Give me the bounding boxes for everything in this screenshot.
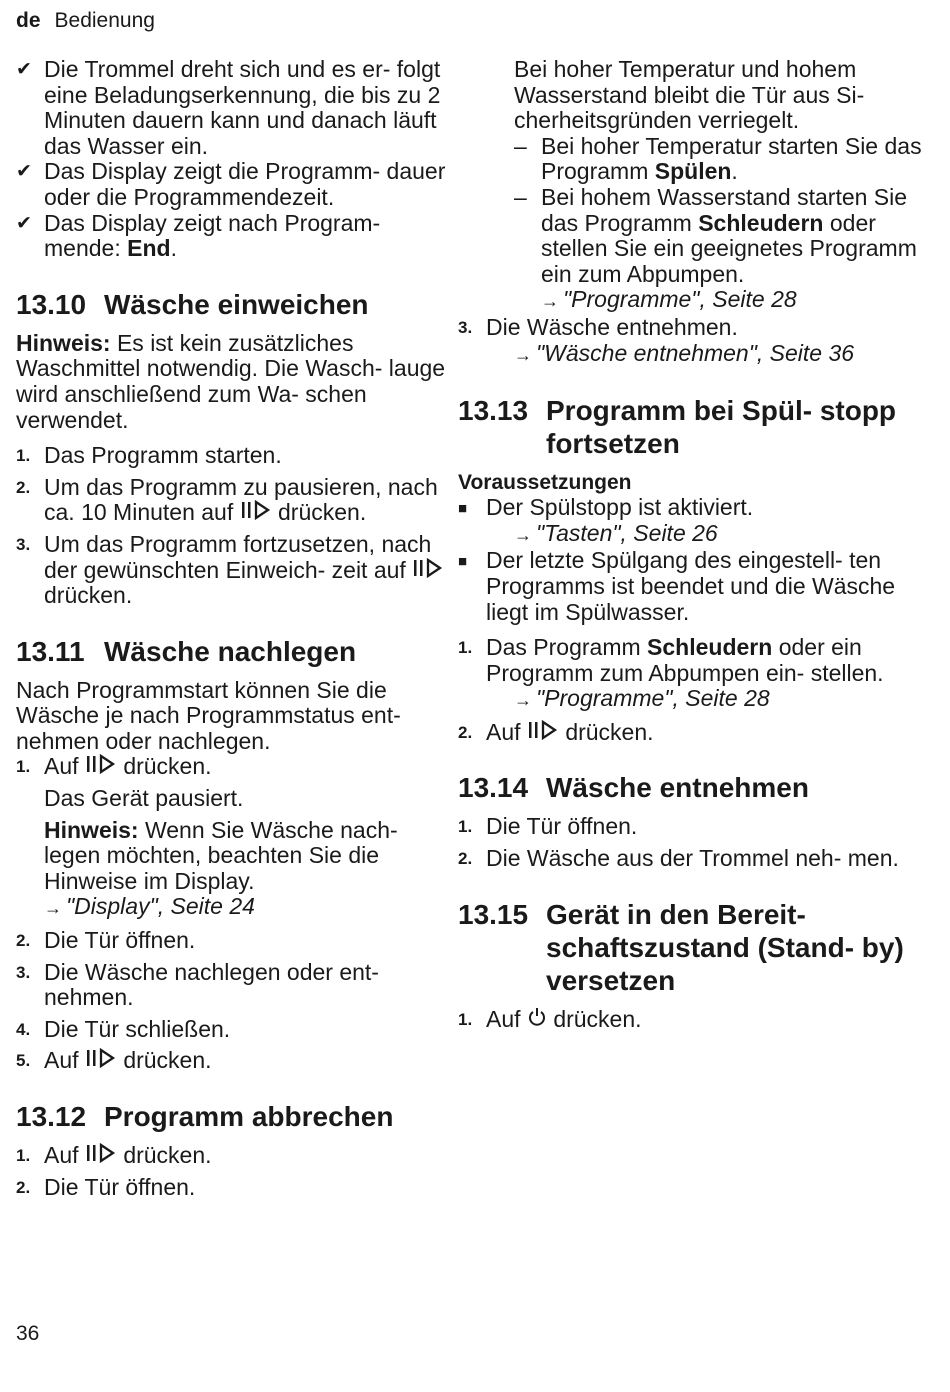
bullet-item: ■ Der Spülstopp ist aktiviert. bbox=[458, 494, 754, 521]
end-label: End bbox=[127, 235, 171, 262]
arrow-right-icon: → bbox=[514, 344, 532, 365]
step-item: 1. Auf drücken. bbox=[458, 1005, 642, 1032]
bullet-item: ■ Der letzte Spülgang des eingestell- ten Programms ist beendet und die Wäsche liegt im Spülwasser. bbox=[458, 547, 896, 625]
cross-reference: → "Programme", Seite 28 bbox=[541, 286, 797, 313]
check-icon: ✔ bbox=[16, 212, 32, 234]
paragraph: Nach Programmstart können Sie die Wäsche je nach Programmstatus ent- nehmen oder nachlegen. bbox=[16, 676, 401, 754]
step-item: 3. Die Wäsche entnehmen. bbox=[458, 313, 738, 340]
step-item: 1. Auf drücken. bbox=[16, 1142, 212, 1168]
section-title: 13.14 Wäsche entnehmen bbox=[458, 772, 809, 804]
step-item: 2. Auf drücken. bbox=[458, 718, 654, 745]
check-item: ✔ Das Display zeigt die Programm- dauer oder die Programmendezeit. bbox=[16, 158, 446, 210]
section-title: 13.13 Programm bei Spül- stopp fortsetzen bbox=[458, 395, 897, 460]
section-title: 13.11 Wäsche nachlegen bbox=[16, 635, 357, 667]
language-code: de bbox=[16, 9, 41, 32]
square-bullet-icon: ■ bbox=[458, 500, 468, 518]
step-item: 1. Das Programm starten. bbox=[16, 442, 282, 469]
left-column bbox=[16, 57, 456, 1200]
check-item: ✔ Die Trommel dreht sich und es er- folgt eine Beladungserkennung, die bis zu 2 Minuten dauern kann und danach läuft das Wasser ein. bbox=[16, 56, 441, 159]
cross-reference: → "Display", Seite 24 bbox=[44, 893, 255, 920]
check-item: ✔ Das Display zeigt nach Program- mende: End. bbox=[16, 209, 381, 262]
section-title: 13.15 Gerät in den Bereit- schaftszustand (Stand- by) versetzen bbox=[458, 898, 904, 996]
step-item: 1. Das Programm Schleudern oder ein Programm zum Abpumpen ein- stellen. bbox=[458, 634, 884, 686]
note: Hinweis: Wenn Sie Wäsche nach- legen möchten, beachten Sie die Hinweise im Display. bbox=[44, 816, 398, 894]
paragraph: Bei hoher Temperatur und hohem Wasserstand bleibt die Tür aus Si- cherheitsgründen verriegelt. bbox=[514, 56, 865, 134]
arrow-right-icon: → bbox=[541, 291, 559, 312]
start-pause-icon bbox=[85, 754, 117, 774]
start-pause-icon bbox=[412, 558, 444, 578]
check-icon: ✔ bbox=[16, 161, 32, 183]
start-pause-icon bbox=[85, 1143, 117, 1163]
square-bullet-icon: ■ bbox=[458, 553, 468, 571]
check-icon: ✔ bbox=[16, 59, 32, 80]
step-item: 1. Auf drücken. bbox=[16, 753, 212, 780]
step-item: 4. Die Tür schließen. bbox=[16, 1015, 231, 1042]
power-icon bbox=[527, 1007, 547, 1027]
step-item: 2. Um das Programm zu pausieren, nach ca. 10 Minuten auf drücken. bbox=[16, 473, 438, 526]
header-section: Bedienung bbox=[54, 9, 155, 32]
step-item: 1. Die Tür öffnen. bbox=[458, 813, 638, 840]
requirements-label: Voraussetzungen bbox=[458, 471, 632, 495]
page-header bbox=[16, 9, 155, 33]
section-title: 13.12 Programm abbrechen bbox=[16, 1101, 394, 1132]
step-item: 2. Die Wäsche aus der Trommel neh- men. bbox=[458, 845, 899, 872]
dash-item: – Bei hohem Wasserstand starten Sie das Programm Schleudern oder stellen Sie ein geeignetes Programm ein zum Abpumpen. bbox=[514, 183, 917, 287]
step-item: 3. Die Wäsche nachlegen oder ent- nehmen. bbox=[16, 958, 379, 1011]
cross-reference: → "Programme", Seite 28 bbox=[514, 685, 770, 712]
step-item: 2. Die Tür öffnen. bbox=[16, 927, 196, 954]
right-column bbox=[458, 56, 926, 1032]
step-item: 2. Die Tür öffnen. bbox=[16, 1173, 196, 1200]
arrow-right-icon: → bbox=[514, 690, 532, 711]
dash-item: – Bei hoher Temperatur starten Sie das Programm Spülen. bbox=[514, 132, 922, 185]
cross-reference: → "Wäsche entnehmen", Seite 36 bbox=[514, 339, 855, 366]
page-number: 36 bbox=[16, 1322, 40, 1345]
arrow-right-icon: → bbox=[44, 898, 62, 919]
arrow-right-icon: → bbox=[514, 524, 532, 545]
note: Hinweis: Es ist kein zusätzliches Waschmittel notwendig. Die Wasch- lauge wird anschließend zum Wa- schen verwendet. bbox=[16, 329, 446, 433]
result-text: Das Gerät pausiert. bbox=[44, 785, 244, 812]
start-pause-icon bbox=[85, 1048, 117, 1068]
step-item: 3. Um das Programm fortzusetzen, nach der gewünschten Einweich- zeit auf drücken. bbox=[16, 532, 456, 609]
step-item: 5. Auf drücken. bbox=[16, 1047, 212, 1074]
start-pause-icon bbox=[240, 500, 272, 520]
cross-reference: → "Tasten", Seite 26 bbox=[514, 519, 718, 546]
section-title: 13.10 Wäsche einweichen bbox=[16, 288, 369, 320]
start-pause-icon bbox=[527, 720, 559, 740]
